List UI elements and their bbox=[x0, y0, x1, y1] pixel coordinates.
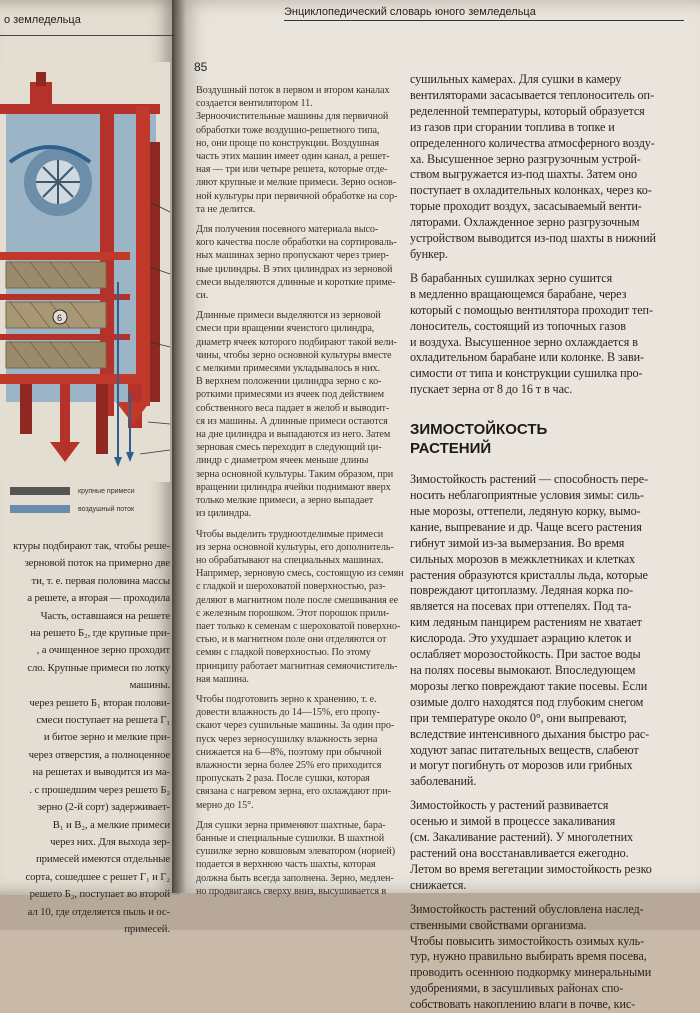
text-line: банные и специальные сушилки. В шахтной bbox=[196, 832, 385, 844]
grain-cleaning-machine-diagram bbox=[0, 62, 170, 482]
paragraph-break bbox=[196, 812, 406, 819]
text-line: зерна основной культуры. Таким образом, при bbox=[196, 468, 394, 480]
diagram-legend bbox=[10, 484, 170, 520]
text-line: Длинные примеси выделяются из зерновой bbox=[196, 310, 381, 322]
legend-label: воздушный поток bbox=[78, 505, 135, 513]
text-line: ная — три или четыре решета, которые отде- bbox=[196, 164, 388, 176]
text-line: Чтобы подготовить зерно к хранению, т. е. bbox=[196, 693, 377, 705]
paragraph-break bbox=[196, 216, 406, 223]
text-line: на решето Б₂, где крупные при- bbox=[30, 627, 170, 640]
text-line: ная машина. bbox=[196, 673, 249, 685]
text-line: и могут погибнуть от морозов или грибных bbox=[410, 758, 633, 773]
text-line: только мелкие примеси, а зерно выпадает bbox=[196, 495, 374, 507]
text-line: сушилке зерно ковшовым элеватором (норией) bbox=[196, 846, 396, 858]
text-line: ные морозы, оттепели, ледяную корку, вымо- bbox=[410, 503, 641, 518]
paragraph-break bbox=[196, 302, 406, 309]
text-line: через них. Для выхода зер- bbox=[50, 835, 170, 848]
text-line: в медленно вращающемся барабане, через bbox=[410, 286, 627, 301]
text-line: собствовать накоплению влаги в почве, кис- bbox=[410, 997, 636, 1012]
text-line: влажности зерна более 25% его приходится bbox=[196, 759, 382, 771]
left-running-header: о земледельца bbox=[0, 14, 180, 36]
text-line: и воздуха. Высушенное зерно охлаждается в bbox=[410, 334, 638, 349]
text-line: но, они проще по конструкции. Воздушная bbox=[196, 137, 379, 149]
text-line: Чтобы выделить трудноотделимые примеси bbox=[196, 528, 384, 540]
text-line: ким ледяным панцирем растениям не хватает bbox=[410, 615, 642, 630]
text-line: зерновая смесь переходит в следующий ци- bbox=[196, 442, 382, 454]
text-line: торые проходит воздух, засасываемый венти- bbox=[410, 199, 642, 214]
text-line: смеси поступает на решета Г₁ bbox=[36, 714, 170, 727]
text-line: стью, и в магнитном поле они отделяются от bbox=[196, 634, 387, 646]
text-line: примесей имеются отдельные bbox=[35, 853, 170, 866]
legend-swatch-airflow bbox=[10, 505, 70, 513]
text-line: ственными свойствами организма. bbox=[410, 917, 587, 932]
text-line: вследствие интенсивного дыхания быстро рас- bbox=[410, 726, 650, 741]
text-line: сорта, сошедшее с решет Г₁ и Г₂ bbox=[25, 870, 170, 883]
text-line: из зерна основной культуры, его дополнитель- bbox=[196, 541, 394, 553]
text-line: а решете, а вторая — проходила bbox=[27, 592, 170, 605]
text-column-left bbox=[196, 84, 406, 898]
text-line: ти, т. е. первая половина массы bbox=[31, 574, 170, 587]
text-line: Зимостойкость растений обусловлена наслед- bbox=[410, 901, 644, 916]
text-line: диаметр ячеек которого подбирают такой вели- bbox=[196, 336, 397, 348]
legend-item bbox=[10, 502, 170, 516]
text-line: морозы легко повреждают такие посевы. Если bbox=[410, 678, 648, 693]
text-line: ослабляет морозостойкость. При застое воды bbox=[410, 647, 641, 662]
text-line: гибнут зимой из-за вымерзания. Во время bbox=[410, 535, 625, 550]
running-header: Энциклопедический словарь юного земледельца bbox=[284, 6, 684, 21]
text-line: В барабанных сушилках зерно сушится bbox=[410, 270, 613, 285]
diagram-label-6: 6 bbox=[57, 313, 63, 323]
text-line: с мелкими примесями укладывалось в них. bbox=[196, 363, 380, 375]
left-page bbox=[0, 0, 180, 935]
text-line: растений она восстанавливается ежегодно. bbox=[410, 845, 629, 860]
text-line: сушильных камерах. Для сушки в камеру bbox=[410, 72, 622, 86]
text-line: си. bbox=[196, 290, 209, 302]
text-column-right bbox=[410, 72, 698, 1013]
text-line: на полях посевы вымокают. Впоследующем bbox=[410, 663, 636, 677]
text-line: ределенной температуры, который образуется bbox=[410, 103, 645, 118]
text-line: симости от типа и конструкции сушилка про- bbox=[410, 366, 643, 381]
left-body-text bbox=[2, 538, 170, 938]
paragraph-break bbox=[196, 686, 406, 693]
text-line: бункер. bbox=[410, 246, 448, 261]
text-line: Зерноочистительные машины для первичной bbox=[196, 111, 389, 123]
legend-item bbox=[10, 484, 170, 498]
text-line: Чтобы повысить зимостойкость озимых куль- bbox=[410, 933, 645, 948]
text-line: но обрабатывают на специальных машинах. bbox=[196, 554, 384, 566]
text-line: лоноситель, состоящий из топочных газов bbox=[410, 318, 626, 333]
heading-line: РАСТЕНИЙ bbox=[410, 440, 492, 458]
text-line: ляторами. Охлажденное зерно разгрузочным bbox=[410, 215, 640, 230]
text-line: является на посевах при оттепелях. Под та- bbox=[410, 599, 632, 614]
paragraph-break bbox=[410, 263, 698, 271]
text-line: Для сушки зерна применяют шахтные, бара- bbox=[196, 819, 386, 831]
text-line: примесей. bbox=[124, 922, 170, 935]
text-line: смеси выделяются длинные и короткие приме- bbox=[196, 276, 396, 288]
text-line: деляют в магнитном поле после смешивания ее bbox=[196, 594, 398, 606]
legend-swatch-coarse bbox=[10, 487, 70, 495]
text-line: с гладкой и шероховатой поверхностью, раз- bbox=[196, 581, 386, 593]
right-page bbox=[174, 0, 700, 1012]
text-line: при температуре около 0°, они выпревают, bbox=[410, 710, 627, 725]
text-line: ал 10, где отделяется пыль и ос- bbox=[27, 905, 170, 918]
text-line: связана с нагревом зерна, его охлаждают при- bbox=[196, 786, 391, 798]
text-line: . с прошедшим через решето Б₂ bbox=[29, 783, 170, 796]
text-line: кислорода. Это ухудшает аэрацию клеток и bbox=[410, 631, 632, 646]
heading-line: ЗИМОСТОЙКОСТЬ bbox=[410, 421, 548, 439]
text-line: носить неблагоприятные условия зимы: силь- bbox=[410, 488, 644, 503]
text-line: который с помощью вентилятора проходит теп- bbox=[410, 302, 653, 317]
text-line: В верхнем положении цилиндра зерно с ко- bbox=[196, 376, 382, 388]
text-line: из газов при сгорании топлива в топке и bbox=[410, 119, 615, 134]
book-gutter-shadow bbox=[172, 0, 186, 893]
text-line: пает только к семенам с шероховатой поверхно- bbox=[196, 620, 401, 632]
text-line: Часть, оставшаяся на решете bbox=[40, 609, 170, 622]
text-line: решето Б₂, поступает во второй bbox=[29, 888, 170, 901]
text-line: и битое зерно и мелкие при- bbox=[43, 731, 170, 744]
text-line: та не делится. bbox=[196, 203, 256, 215]
text-line: скают через сушильные машины. За один про- bbox=[196, 720, 395, 732]
text-line: ной культуры при первичной обработке на сор- bbox=[196, 190, 398, 202]
text-line: машины. bbox=[129, 679, 170, 692]
text-line: устройством выводится из-под шахты в нижний bbox=[410, 231, 656, 246]
text-line: Зимостойкость растений — способность пере- bbox=[410, 472, 649, 487]
text-line: определенного количества атмосферного возду- bbox=[410, 135, 655, 150]
text-line: семян с гладкой поверхностью. По этому bbox=[196, 647, 371, 659]
text-line: пуск через зерносушилку влажность зерна bbox=[196, 733, 378, 745]
drying-paragraphs bbox=[410, 72, 698, 398]
text-line: Воздушный поток в первом и втором каналах bbox=[196, 85, 390, 96]
text-line: мерно до 15°. bbox=[196, 799, 254, 811]
text-line: поступает в охладительных колонках, через ко- bbox=[410, 183, 652, 198]
text-line: через отверстия, а полноценное bbox=[28, 748, 170, 761]
page-number: 85 bbox=[194, 60, 208, 74]
text-line: сильных морозов в межклетниках и клетках bbox=[410, 551, 636, 566]
text-line: Например, зерновую смесь, состоящую из семян bbox=[196, 568, 404, 580]
article-heading bbox=[410, 420, 698, 458]
text-line: на дне цилиндра и выпадаются из него. Затем bbox=[196, 429, 391, 441]
text-line: В₁ и В₂, а мелкие примеси bbox=[52, 818, 170, 831]
text-line: подается в верхнюю часть шахты, которая bbox=[196, 859, 376, 871]
text-line: проводить осеннюю подкормку минеральными bbox=[410, 965, 652, 980]
text-line: растения образуются кристаллы льда, которые bbox=[410, 567, 648, 582]
text-line: ляют крупные и мелкие примеси. Зерно основ- bbox=[196, 177, 397, 189]
text-line: линдр с диаметром ячеек меньше длины bbox=[196, 455, 369, 467]
text-line: ха. Высушенное зерно разгрузочным устрой- bbox=[410, 151, 641, 166]
text-line: повреждают цитоплазму. Ледяная корка по- bbox=[410, 583, 634, 598]
text-line: заболеваний. bbox=[410, 774, 477, 789]
text-line: чины, чтобы зерно основной культуры вместе bbox=[196, 349, 392, 361]
text-line: довести влажность до 14—15%, его пропу- bbox=[196, 707, 380, 719]
text-line: кание, выпревание и др. Чаще всего растения bbox=[410, 519, 642, 534]
text-line: из цилиндра. bbox=[196, 508, 252, 520]
text-line: ных машинах зерно пропускают через триер- bbox=[196, 250, 389, 262]
paragraph-break bbox=[410, 894, 698, 902]
text-line: удобрениями, в засушливых районах спо- bbox=[410, 981, 624, 996]
text-line: зерно (2-й сорт) задерживает- bbox=[37, 801, 170, 814]
text-line: Для получения посевного материала высо- bbox=[196, 224, 379, 236]
text-line: пускает зерна от 8 до 16 т в час. bbox=[410, 382, 573, 397]
text-line: снижается. bbox=[410, 877, 467, 892]
text-line: смеси при вращении ячеистого цилиндра, bbox=[196, 323, 375, 335]
text-line: роткими примесями из ячеек под действием bbox=[196, 389, 384, 401]
text-line: Зимостойкость у растений развивается bbox=[410, 798, 609, 813]
text-line: , а очищенное зерно проходит bbox=[36, 644, 170, 657]
text-line: собственного веса падает в желоб и выводит- bbox=[196, 402, 390, 414]
text-line: должна быть всегда заполнена. Зерно, медлен- bbox=[196, 872, 394, 884]
text-line: снижается на 6—8%, поэтому при обычной bbox=[196, 746, 382, 758]
text-line: Летом во время вегетации зимостойкость резко bbox=[410, 861, 652, 876]
text-line: с железным порошком. Этот порошок прили- bbox=[196, 607, 390, 619]
text-line: кого качества после обработки на сортироваль- bbox=[196, 237, 397, 249]
text-line: часть этих машин имеет один канал, а решет- bbox=[196, 151, 390, 163]
paragraph-break bbox=[410, 790, 698, 798]
text-line: через решето Б₁ вторая полови- bbox=[29, 696, 170, 709]
text-line: вращении цилиндра ячейки поднимают вверх bbox=[196, 481, 391, 493]
text-line: пропускать 2 раза. После сушки, которая bbox=[196, 773, 370, 785]
frost-resistance-article bbox=[410, 472, 698, 1013]
text-line: принципу работает магнитная семяочиститель- bbox=[196, 660, 398, 672]
text-line: на решетах и выводится из ма- bbox=[32, 766, 170, 779]
text-line: но продвигаясь сверху вниз, высушивается в bbox=[196, 885, 387, 897]
text-line: осенью и зимой в процессе закаливания bbox=[410, 814, 616, 829]
text-line: сло. Крупные примеси по лотку bbox=[27, 661, 170, 674]
text-line: (см. Закаливание растений). У многолетних bbox=[410, 830, 634, 845]
text-line: ся из машины. А длинные примеси остаются bbox=[196, 415, 388, 427]
text-line: ные цилиндры. В этих цилиндрах из зерновой bbox=[196, 263, 393, 275]
text-line: зерновой поток на примерно две bbox=[24, 557, 170, 570]
paragraph-break bbox=[196, 521, 406, 528]
text-line: охладительном барабане или колонке. В зави- bbox=[410, 350, 644, 365]
text-line: ходуют запас питательных веществ, слабеют bbox=[410, 742, 639, 757]
text-line: вентиляторами засасывается теплоноситель оп- bbox=[410, 87, 654, 102]
text-line: озимые долго находятся под глубоким снегом bbox=[410, 694, 644, 709]
text-line: ством выгружается из-под шахты. Затем оно bbox=[410, 167, 638, 182]
text-line: тур, нужно правильно выбирать время посева, bbox=[410, 949, 647, 964]
text-line: создается вентилятором 11. bbox=[196, 98, 313, 110]
text-line: ктуры подбирают так, чтобы реше- bbox=[13, 540, 170, 552]
legend-label: крупные примеси bbox=[78, 487, 135, 495]
text-line: обработки тоже воздушно-решетного типа, bbox=[196, 124, 380, 136]
